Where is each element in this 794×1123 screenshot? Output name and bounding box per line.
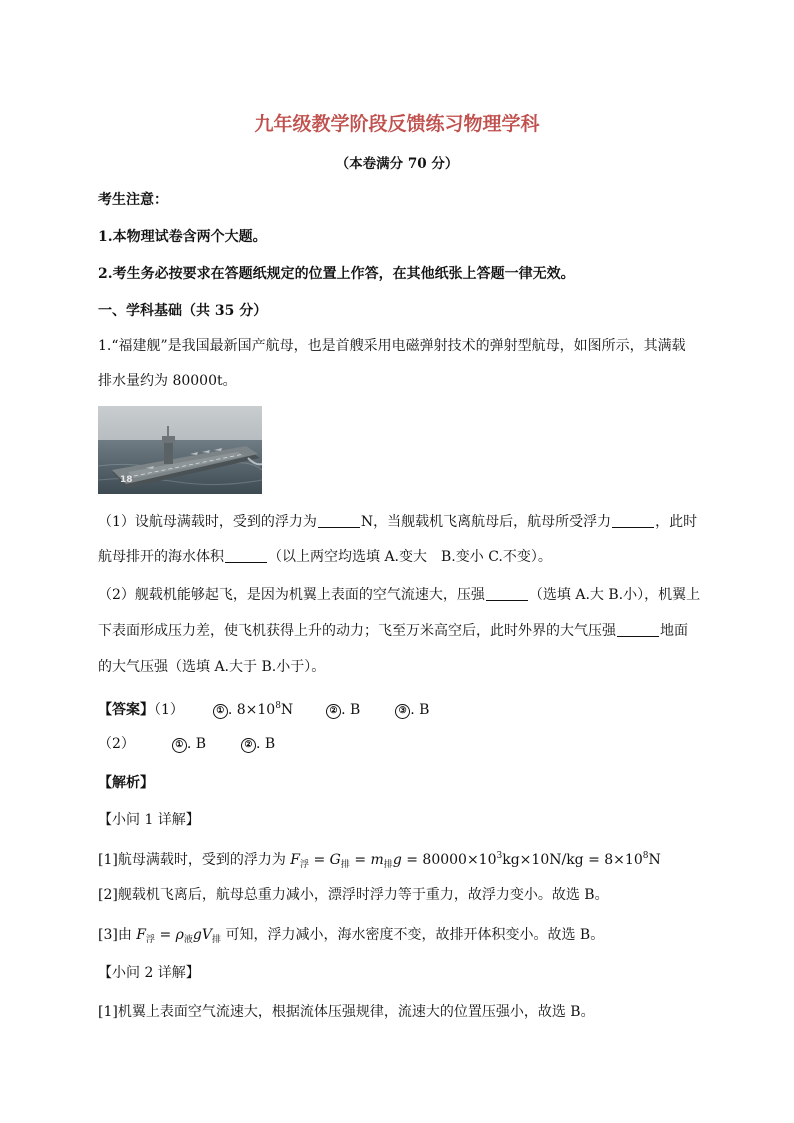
answer-marker-3: ③ — [395, 704, 410, 719]
part1-text-b: N，当舰载机飞离航母后，航母所受浮力 — [360, 514, 612, 530]
blank-4[interactable] — [486, 586, 528, 601]
answer-label: 【答案】 — [98, 702, 154, 718]
part1-text-a: （1）设航母满载时，受到的浮力为 — [98, 514, 317, 530]
svg-text:18: 18 — [120, 475, 133, 485]
part1-text-c: ，此时 — [655, 514, 698, 530]
analysis-l1-exp1: 3 — [496, 851, 503, 861]
analysis-l3-suffix: 可知，浮力减小，海水密度不变，故排开体积变小。故选 B。 — [225, 927, 605, 943]
page-title: 九年级教学阶段反馈练习物理学科 — [254, 113, 540, 135]
section-title: 一、学科基础（共 35 分） — [98, 303, 268, 319]
notice-item-2: 2.考生务必按要求在答题纸规定的位置上作答，在其他纸张上答题一律无效。 — [98, 266, 575, 282]
answer-1-1-unit: N — [280, 702, 294, 718]
answer-1-1-sep: . — [227, 702, 237, 718]
answer-2-2: . B — [255, 736, 276, 752]
answer-1-1-exp: 8 — [275, 701, 281, 711]
answer-row-1 — [98, 696, 429, 720]
answer-1-1-value: 8×10 — [236, 702, 276, 718]
part2-text-c: 下表面形成压力差，使飞机获得上升的动力；飞至万米高空后，此时外界的大气压强 — [98, 623, 616, 639]
answer-marker-5: ② — [241, 738, 256, 753]
part1-line2 — [98, 547, 552, 567]
analysis-l1-unit: N — [648, 852, 661, 868]
part2-text-a: （2）舰载机能够起飞，是因为机翼上表面的空气流速大，压强 — [98, 587, 485, 603]
answer-row2-prefix: （2） — [98, 736, 135, 752]
aircraft-carrier-image — [98, 406, 262, 494]
part2-text-b: （选填 A.大 B.小），机翼上 — [528, 587, 701, 603]
blank-3[interactable] — [225, 548, 267, 563]
part2-line2 — [98, 621, 688, 641]
answer-marker-4: ① — [172, 738, 187, 753]
notice-item-1: 1.本物理试卷含两个大题。 — [98, 229, 267, 245]
analysis-line-3 — [98, 925, 604, 950]
part2-text-d: 地面 — [660, 623, 688, 639]
analysis-sub1: 【小问 1 详解】 — [98, 812, 200, 828]
answer-1-3: . B — [410, 702, 430, 718]
formula-buoyancy: $F_浮 = G_排 = m_排g$ — [290, 852, 402, 870]
question-stem-line2: 排水量约为 80000t。 — [98, 373, 237, 389]
analysis-line-2: [2]舰载机飞离后，航母总重力减小，漂浮时浮力等于重力，故浮力变小。故选 B。 — [98, 887, 609, 903]
page-subtitle: （本卷满分 70 分） — [335, 156, 459, 172]
answer-2-1: . B — [186, 736, 207, 752]
blank-5[interactable] — [617, 622, 659, 637]
part1-text-d: 航母排开的海水体积 — [98, 549, 224, 565]
analysis-l1-prefix: [1]航母满载时，受到的浮力为 — [98, 852, 286, 868]
part1-line1 — [98, 512, 697, 532]
analysis-line-4: [1]机翼上表面空气流速大，根据流体压强规律，流速大的位置压强小，故选 B。 — [98, 1004, 595, 1020]
analysis-l1-exp2: 8 — [642, 851, 649, 861]
answer-row-2 — [98, 734, 275, 754]
notice-heading: 考生注意： — [98, 192, 168, 208]
blank-2[interactable] — [612, 513, 654, 528]
blank-1[interactable] — [318, 513, 360, 528]
part2-line3: 的大气压强（选填 A.大于 B.小于）。 — [98, 659, 326, 675]
part1-text-e: （以上两空均选填 A.变大 B.变小 C.不变）。 — [268, 549, 552, 565]
answer-marker-1: ① — [213, 704, 228, 719]
formula-archimedes: $F_浮 = \rho_液gV_排$ — [136, 927, 222, 945]
analysis-line-1 — [98, 846, 661, 875]
analysis-label: 【解析】 — [98, 775, 154, 791]
question-stem-line1: 1.“福建舰”是我国最新国产航母，也是首艘采用电磁弹射技术的弹射型航母，如图所示，其满载 — [98, 338, 686, 354]
analysis-l3-prefix: [3]由 — [98, 927, 132, 943]
answer-marker-2: ② — [326, 704, 341, 719]
analysis-l1-formula: = 80000×10 — [406, 852, 497, 868]
analysis-l1-tail: kg×10N/kg = 8×10 — [502, 852, 643, 868]
part2-line1 — [98, 585, 700, 605]
answer-row1-prefix: （1） — [154, 702, 184, 718]
analysis-sub2: 【小问 2 详解】 — [98, 965, 200, 981]
answer-1-2: . B — [341, 702, 361, 718]
